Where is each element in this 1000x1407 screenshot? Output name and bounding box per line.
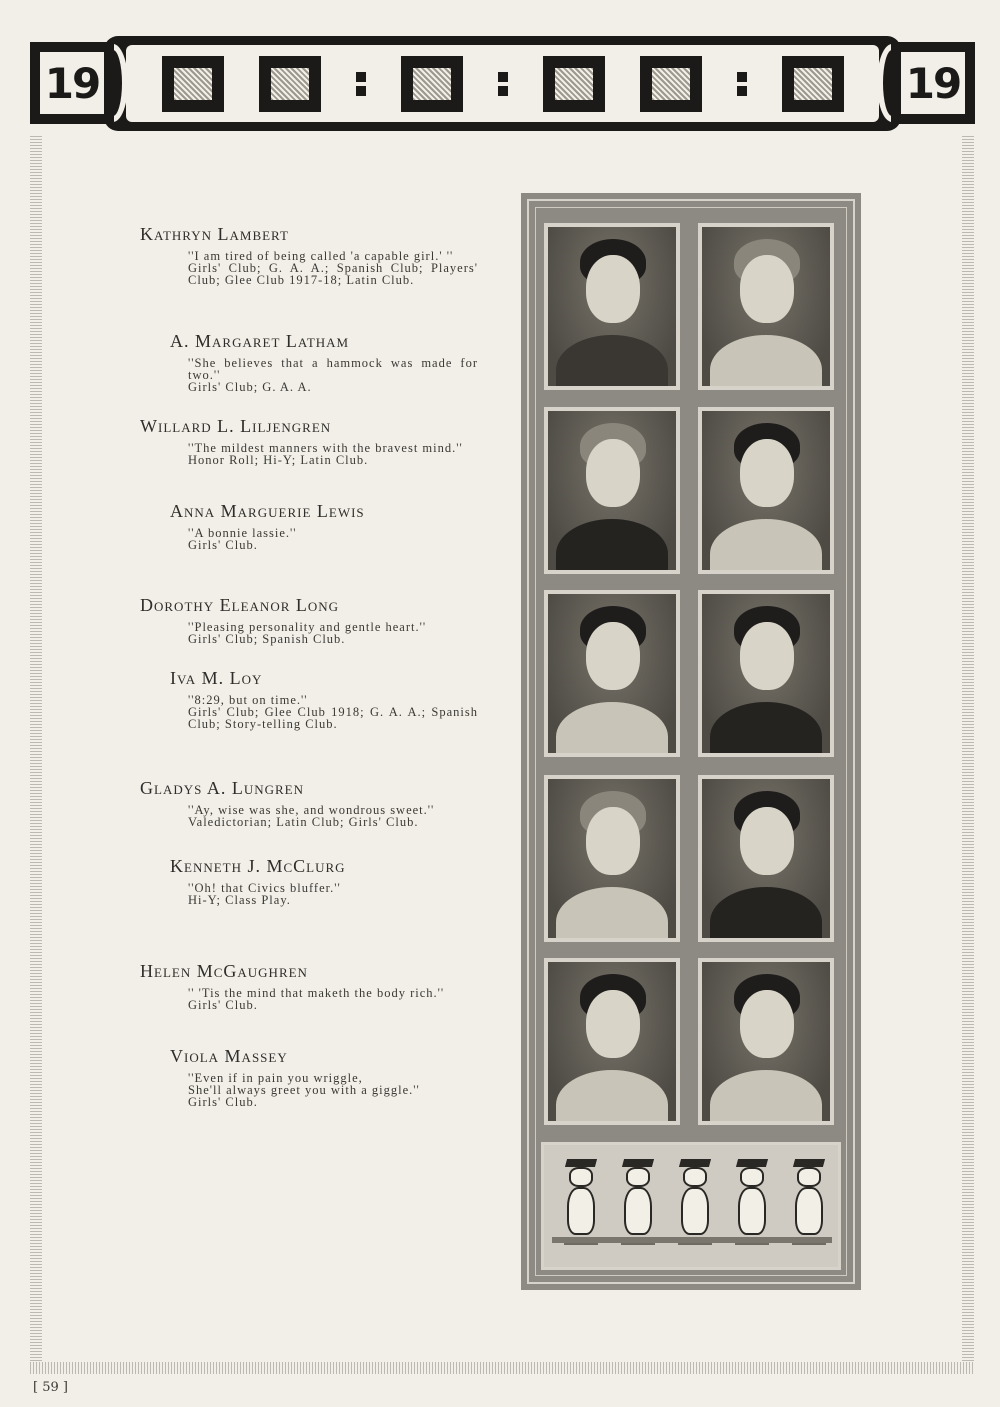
- student-entry: [170, 331, 530, 393]
- student-quote: ''A bonnie lassie.'': [188, 526, 297, 540]
- student-activities: Girls' Club; Spanish Club.: [188, 632, 346, 646]
- student-entry: [140, 595, 500, 645]
- portrait-photo: [698, 958, 834, 1125]
- portrait-photo: [544, 223, 680, 390]
- right-border-rule: [962, 134, 974, 1364]
- student-quote: ''Pleasing personality and gentle heart.'': [188, 620, 427, 634]
- student-activities: Hi-Y; Class Play.: [188, 893, 291, 907]
- title-lettering: [126, 45, 879, 122]
- owl-figure: [621, 1159, 655, 1259]
- portrait-photo: [698, 590, 834, 757]
- student-name: Kenneth J. McClurg: [170, 856, 346, 876]
- student-entry: [140, 224, 500, 286]
- owl-branch: [552, 1237, 832, 1243]
- portrait-photo: [698, 407, 834, 574]
- student-activities: Girls' Club.: [188, 998, 258, 1012]
- student-name: Helen McGaughren: [140, 961, 308, 981]
- owl-figure: [678, 1159, 712, 1259]
- ornament-dot: [356, 72, 366, 96]
- ornament-dot: [498, 72, 508, 96]
- year-left-text: 19: [44, 58, 100, 108]
- student-activities: Girls' Club.: [188, 1095, 258, 1109]
- owl-illustration: [541, 1142, 841, 1270]
- student-name: Gladys A. Lungren: [140, 778, 304, 798]
- student-quote: ''8:29, but on time.'': [188, 693, 308, 707]
- year-block-right: [891, 42, 975, 124]
- student-name: Iva M. Loy: [170, 668, 263, 688]
- student-activities: Girls' Club.: [188, 538, 258, 552]
- header-banner: [30, 36, 975, 131]
- student-entry: [140, 961, 500, 1011]
- portrait-photo: [544, 775, 680, 942]
- student-quote: ''I am tired of being called 'a capable girl.' '': [188, 249, 454, 263]
- ornament-glyph: [401, 56, 463, 112]
- ornament-glyph: [543, 56, 605, 112]
- student-entry: [140, 778, 500, 828]
- student-quote: ''She believes that a hammock was made for two.'': [188, 356, 478, 382]
- student-name: Willard L. Liljengren: [140, 416, 332, 436]
- year-right-text: 19: [905, 58, 961, 108]
- student-activities: Girls' Club; G. A. A.: [188, 380, 312, 394]
- student-quote: ''Ay, wise was she, and wondrous sweet.'': [188, 803, 435, 817]
- ornament-glyph: [782, 56, 844, 112]
- student-entry: [140, 416, 500, 466]
- ornament-glyph: [640, 56, 702, 112]
- student-name: Anna Marguerie Lewis: [170, 501, 365, 521]
- portrait-photo: [698, 223, 834, 390]
- portrait-photo: [544, 958, 680, 1125]
- year-block-left: [30, 42, 114, 124]
- student-quote: ''Oh! that Civics bluffer.'': [188, 881, 341, 895]
- ornament-glyph: [162, 56, 224, 112]
- ornament-dot: [737, 72, 747, 96]
- student-entry: [170, 501, 530, 551]
- portrait-photo: [544, 590, 680, 757]
- student-activities: Honor Roll; Hi-Y; Latin Club.: [188, 453, 369, 467]
- left-border-rule: [30, 134, 42, 1364]
- portrait-photo: [544, 407, 680, 574]
- student-quote: ''The mildest manners with the bravest mind.'': [188, 441, 463, 455]
- student-activities: Girls' Club; G. A. A.; Spanish Club; Players' Club; Glee Club 1917-18; Latin Club.: [188, 261, 478, 287]
- student-quote: ''Even if in pain you wriggle, She'll always greet you with a giggle.'': [188, 1071, 420, 1097]
- title-scroll: [104, 36, 901, 131]
- ornament-glyph: [259, 56, 321, 112]
- owl-figure: [564, 1159, 598, 1259]
- student-entry: [170, 668, 530, 730]
- student-name: Viola Massey: [170, 1046, 288, 1066]
- page-number: [ 59 ]: [33, 1380, 68, 1395]
- student-name: Dorothy Eleanor Long: [140, 595, 340, 615]
- student-activities: Valedictorian; Latin Club; Girls' Club.: [188, 815, 419, 829]
- portrait-photo: [698, 775, 834, 942]
- bottom-border-rule: [30, 1362, 975, 1374]
- owl-figure: [735, 1159, 769, 1259]
- student-activities: Girls' Club; Glee Club 1918; G. A. A.; Spanish Club; Story-telling Club.: [188, 705, 478, 731]
- owl-figure: [792, 1159, 826, 1259]
- student-entry: [170, 1046, 530, 1108]
- student-quote: '' 'Tis the mind that maketh the body rich.'': [188, 986, 445, 1000]
- student-entry: [170, 856, 530, 906]
- student-name: A. Margaret Latham: [170, 331, 350, 351]
- student-name: Kathryn Lambert: [140, 224, 289, 244]
